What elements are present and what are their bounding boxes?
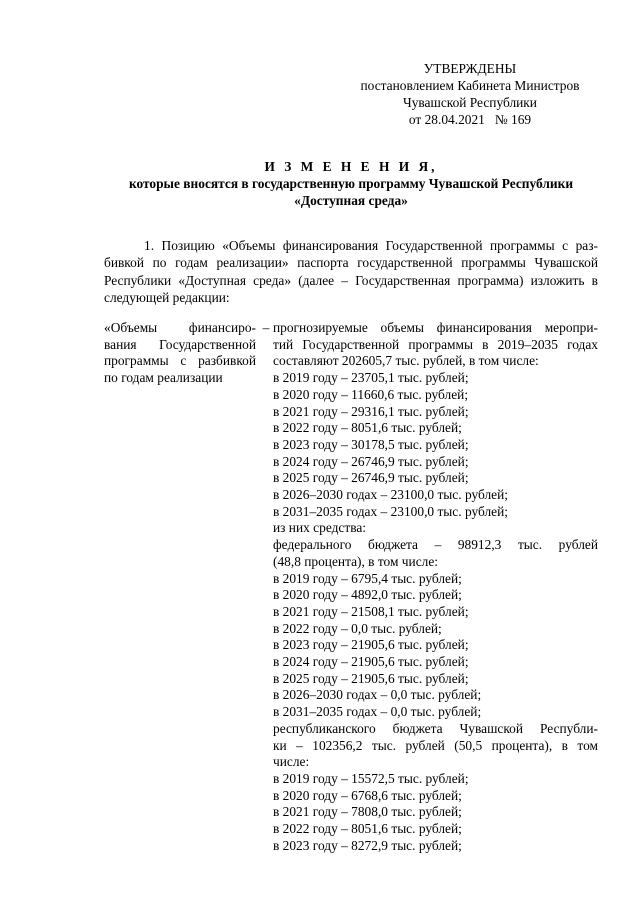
financing-line: в 2019 году – 6795,4 тыс. рублей;: [273, 570, 462, 586]
approval-block: [330, 60, 610, 128]
intro-line: следующей редакции:: [104, 289, 230, 305]
label-line: «Объемы финансиро-: [104, 320, 256, 335]
financing-line: в 2021 году – 7808,0 тыс. рублей;: [273, 804, 462, 820]
approval-line: от 28.04.2021 № 169: [408, 112, 532, 127]
financing-value-cell: [273, 320, 598, 855]
financing-line: в 2023 году – 8272,9 тыс. рублей;: [273, 837, 462, 853]
financing-line: в 2026–2030 годах – 0,0 тыс. рублей;: [273, 687, 482, 703]
approval-line: УТВЕРЖДЕНЫ: [423, 61, 517, 76]
financing-line: составляют 202605,7 тыс. рублей, в том числе:: [273, 353, 539, 369]
financing-line: в 2024 году – 21905,6 тыс. рублей;: [273, 654, 469, 670]
financing-line: в 2025 году – 26746,9 тыс. рублей;: [273, 470, 469, 486]
intro-line: бивкой по годам реализации» паспорта государственной программы Чувашской: [104, 255, 598, 271]
financing-line: в 2023 году – 30178,5 тыс. рублей;: [273, 436, 469, 452]
label-line: программы с разбивкой: [104, 353, 256, 369]
financing-line: в 2020 году – 6768,6 тыс. рублей;: [273, 787, 462, 803]
financing-line: в 2021 году – 21508,1 тыс. рублей;: [273, 603, 469, 619]
financing-line: (48,8 процента), в том числе:: [273, 553, 438, 569]
financing-line: в 2031–2035 годах – 23100,0 тыс. рублей;: [273, 503, 508, 519]
financing-line: в 2019 году – 15572,5 тыс. рублей;: [273, 770, 469, 786]
financing-line: в 2024 году – 26746,9 тыс. рублей;: [273, 453, 469, 469]
intro-paragraph: [104, 237, 598, 306]
label-line: по годам реализации: [104, 370, 223, 386]
financing-line: в 2031–2035 годах – 0,0 тыс. рублей;: [273, 704, 482, 720]
approval-line: постановлением Кабинета Министров: [360, 78, 580, 93]
financing-label-cell: [104, 320, 256, 387]
document-title: [60, 158, 640, 209]
title-heading: И З М Е Н Е Н И Я,: [264, 159, 438, 174]
financing-line: в 2026–2030 годах – 23100,0 тыс. рублей;: [273, 487, 508, 503]
intro-line: 1. Позицию «Объемы финансирования Государственной программы с раз-: [144, 238, 598, 253]
financing-line: прогнозируемые объемы финансирования меропри-: [273, 320, 598, 335]
label-line: вания Государственной: [104, 336, 256, 352]
financing-line: в 2021 году – 29316,1 тыс. рублей;: [273, 403, 469, 419]
financing-line: в 2022 году – 8051,6 тыс. рублей;: [273, 821, 462, 837]
financing-line: в 2025 году – 21905,6 тыс. рублей;: [273, 670, 469, 686]
financing-line: в 2022 году – 8051,6 тыс. рублей;: [273, 420, 462, 436]
approval-line: Чувашской Республики: [403, 95, 537, 110]
financing-line: числе:: [273, 754, 310, 770]
separator-dash: –: [262, 320, 270, 335]
intro-line: Республики «Доступная среда» (далее – Государственная программа) изложить в: [104, 272, 598, 288]
financing-line: в 2020 году – 11660,6 тыс. рублей;: [273, 386, 469, 402]
financing-line: в 2019 году – 23705,1 тыс. рублей;: [273, 370, 469, 386]
financing-line: ки – 102356,2 тыс. рублей (50,5 процента), в том: [273, 737, 598, 753]
financing-line: тий Государственной программы в 2019–2035 годах: [273, 336, 598, 352]
title-program-name: «Доступная среда»: [294, 193, 408, 208]
financing-line: республиканского бюджета Чувашской Республи-: [273, 720, 598, 736]
title-subline: которые вносятся в государственную программу Чувашской Республики: [128, 176, 574, 191]
financing-line: из них средства:: [273, 520, 367, 536]
financing-line: в 2023 году – 21905,6 тыс. рублей;: [273, 637, 469, 653]
financing-line: федерального бюджета – 98912,3 тыс. рублей: [273, 537, 598, 553]
financing-line: в 2020 году – 4892,0 тыс. рублей;: [273, 587, 462, 603]
financing-line: в 2022 году – 0,0 тыс. рублей;: [273, 620, 442, 636]
